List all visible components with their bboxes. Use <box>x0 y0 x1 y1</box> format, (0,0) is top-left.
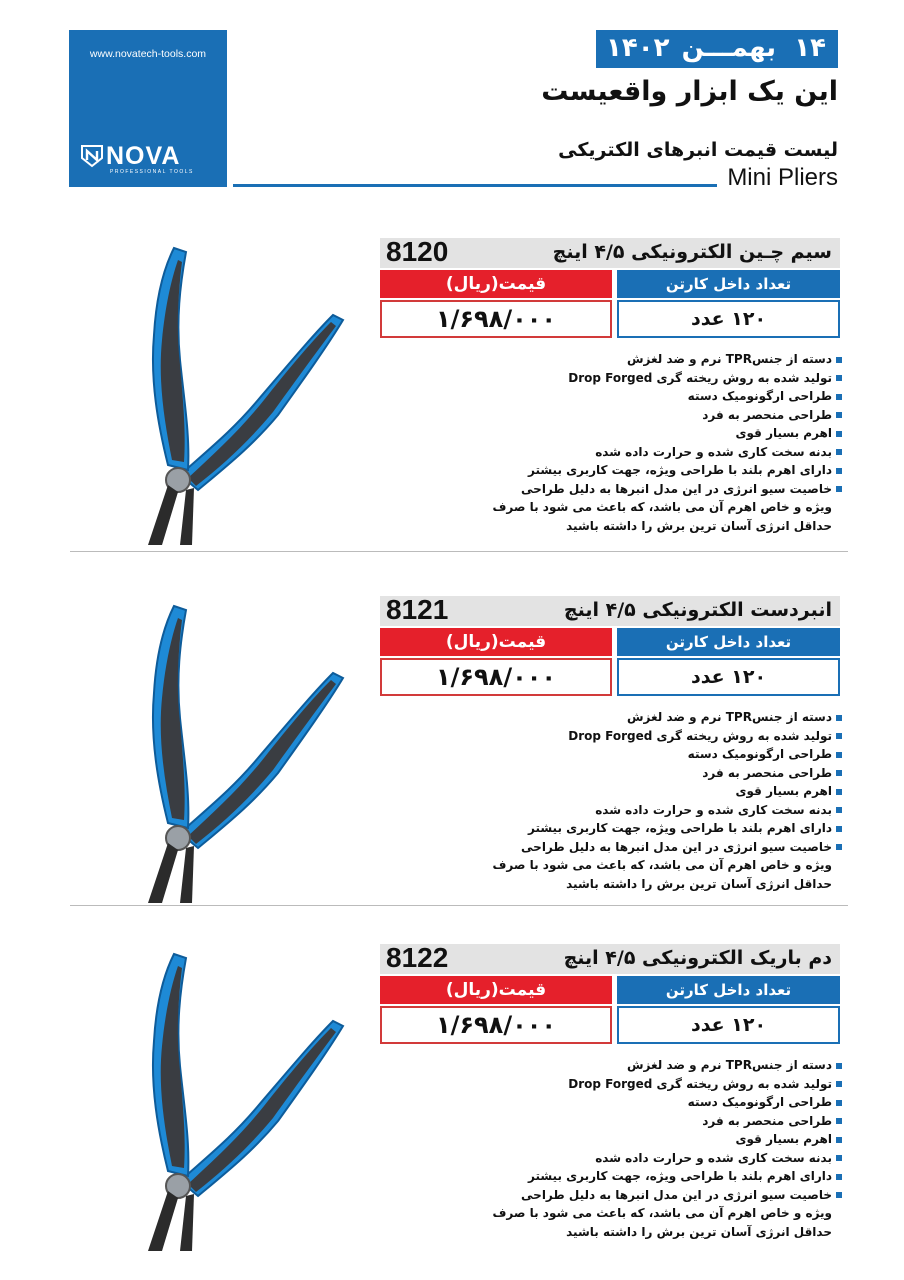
square-bullet-icon <box>836 1063 842 1069</box>
list-title: لیست قیمت انبرهای الکتریکی <box>558 139 838 161</box>
feature-text: بدنه سخت کاری شده و حرارت داده شده <box>595 1150 832 1165</box>
feature-item <box>502 1130 842 1149</box>
feature-text: طراحی منحصر به فرد <box>702 407 832 422</box>
feature-item <box>502 369 842 388</box>
feature-text: اهرم بسیار قوی <box>735 784 832 798</box>
feature-list <box>492 1056 842 1241</box>
feature-text: بدنه سخت کاری شده و حرارت داده شده <box>595 802 832 817</box>
feature-item <box>502 819 842 838</box>
feature-item <box>502 708 842 727</box>
square-bullet-icon <box>836 486 842 492</box>
nova-shield-icon <box>80 144 104 168</box>
product-name: انبردست الکترونیکی ۴/۵ اینچ <box>563 599 832 621</box>
square-bullet-icon <box>836 1155 842 1161</box>
side-cutter-pliers-image <box>128 240 348 550</box>
feature-item <box>502 745 842 764</box>
carton-header: تعداد داخل کارتن <box>617 976 840 1004</box>
product-card <box>0 910 904 1240</box>
feature-item <box>502 424 842 443</box>
feature-text: خاصیت سیو انرژی در این مدل انبرها به دلیل طراحی <box>521 481 832 496</box>
date-banner <box>596 30 838 68</box>
square-bullet-icon <box>836 1081 842 1087</box>
square-bullet-icon <box>836 1118 842 1124</box>
product-name: دم باریک الکترونیکی ۴/۵ اینچ <box>563 947 832 969</box>
square-bullet-icon <box>836 431 842 437</box>
feature-item <box>502 727 842 746</box>
feature-text: دسته از جنسTPR نرم و ضد لغزش <box>626 710 832 724</box>
square-bullet-icon <box>836 468 842 474</box>
feature-text: دارای اهرم بلند با طراحی ویژه، جهت کاربری بیشتر <box>527 821 832 835</box>
square-bullet-icon <box>836 844 842 850</box>
date-month: بهمـــن <box>681 33 776 63</box>
feature-text: تولید شده به روش ریخته گری Drop Forged <box>568 370 832 385</box>
feature-text: اهرم بسیار قوی <box>735 1132 832 1146</box>
square-bullet-icon <box>836 733 842 739</box>
product-name-bar <box>380 238 840 268</box>
date-year: ۱۴۰۲ <box>606 33 670 63</box>
feature-list <box>492 350 842 535</box>
square-bullet-icon <box>836 449 842 455</box>
product-name-bar <box>380 596 840 626</box>
list-subtitle: Mini Pliers <box>727 164 838 191</box>
product-name-bar <box>380 944 840 974</box>
brand-subtitle: PROFESSIONAL TOOLS <box>110 169 194 175</box>
carton-qty-value: ۱۲۰ عدد <box>617 658 840 696</box>
feature-text: دسته از جنسTPR نرم و ضد لغزش <box>626 1058 832 1072</box>
feature-continuation: ویژه و خاص اهرم آن می باشد، که باعث می شود با صرف <box>492 1206 832 1220</box>
product-code: 8121 <box>386 594 449 625</box>
feature-text: دارای اهرم بلند با طراحی ویژه، جهت کاربری بیشتر <box>527 1169 832 1183</box>
feature-item <box>502 1093 842 1112</box>
carton-header: تعداد داخل کارتن <box>617 628 840 656</box>
feature-text: خاصیت سیو انرژی در این مدل انبرها به دلیل طراحی <box>521 1187 832 1202</box>
feature-text: تولید شده به روش ریخته گری Drop Forged <box>568 1076 832 1091</box>
feature-item <box>502 461 842 480</box>
feature-item <box>502 1167 842 1186</box>
tagline: این یک ابزار واقعیست <box>541 76 838 107</box>
feature-text: خاصیت سیو انرژی در این مدل انبرها به دلیل طراحی <box>521 839 832 854</box>
feature-text: اهرم بسیار قوی <box>735 426 832 440</box>
square-bullet-icon <box>836 715 842 721</box>
brand-logo-panel <box>69 30 227 187</box>
header-underline <box>233 184 717 187</box>
date-day: ۱۴ <box>794 33 826 63</box>
feature-item <box>502 480 842 499</box>
price-header: قیمت(ریال) <box>380 270 612 298</box>
feature-item <box>502 1112 842 1131</box>
feature-continuation: ویژه و خاص اهرم آن می باشد، که باعث می شود با صرف <box>492 858 832 872</box>
price-header: قیمت(ریال) <box>380 628 612 656</box>
feature-item <box>502 801 842 820</box>
feature-item <box>502 838 842 857</box>
feature-item <box>502 350 842 369</box>
feature-item <box>502 1075 842 1094</box>
square-bullet-icon <box>836 357 842 363</box>
nova-logo <box>80 142 216 174</box>
feature-continuation: حداقل انرژی آسان ترین برش را داشته باشید <box>566 518 832 533</box>
product-name: سیم چـین الکترونیکی ۴/۵ اینچ <box>552 241 832 263</box>
product-card <box>0 204 904 534</box>
square-bullet-icon <box>836 1100 842 1106</box>
square-bullet-icon <box>836 412 842 418</box>
price-value: ۱/۶۹۸/۰۰۰ <box>380 300 612 338</box>
square-bullet-icon <box>836 789 842 795</box>
feature-continuation: ویژه و خاص اهرم آن می باشد، که باعث می شود با صرف <box>492 500 832 514</box>
feature-item <box>502 782 842 801</box>
square-bullet-icon <box>836 826 842 832</box>
carton-qty-value: ۱۲۰ عدد <box>617 300 840 338</box>
square-bullet-icon <box>836 770 842 776</box>
website-url[interactable]: www.novatech-tools.com <box>89 48 207 60</box>
carton-qty-value: ۱۲۰ عدد <box>617 1006 840 1044</box>
combination-pliers-image <box>128 598 348 908</box>
feature-item <box>502 764 842 783</box>
feature-list <box>492 708 842 893</box>
feature-item <box>502 443 842 462</box>
feature-text: تولید شده به روش ریخته گری Drop Forged <box>568 728 832 743</box>
square-bullet-icon <box>836 1192 842 1198</box>
brand-name: NOVA <box>106 142 181 170</box>
feature-item <box>502 406 842 425</box>
section-divider <box>70 905 848 906</box>
feature-text: طراحی ارگونومیک دسته <box>687 747 832 761</box>
feature-text: دارای اهرم بلند با طراحی ویژه، جهت کاربری بیشتر <box>527 463 832 477</box>
product-code: 8120 <box>386 236 449 267</box>
long-nose-pliers-image <box>128 946 348 1256</box>
feature-continuation: حداقل انرژی آسان ترین برش را داشته باشید <box>566 876 832 891</box>
feature-text: طراحی ارگونومیک دسته <box>687 1095 832 1109</box>
feature-text: طراحی منحصر به فرد <box>702 765 832 780</box>
product-code: 8122 <box>386 942 449 973</box>
carton-header: تعداد داخل کارتن <box>617 270 840 298</box>
feature-text: دسته از جنسTPR نرم و ضد لغزش <box>626 352 832 366</box>
feature-text: طراحی منحصر به فرد <box>702 1113 832 1128</box>
feature-text: بدنه سخت کاری شده و حرارت داده شده <box>595 444 832 459</box>
square-bullet-icon <box>836 1174 842 1180</box>
square-bullet-icon <box>836 752 842 758</box>
price-value: ۱/۶۹۸/۰۰۰ <box>380 658 612 696</box>
feature-continuation: حداقل انرژی آسان ترین برش را داشته باشید <box>566 1224 832 1239</box>
square-bullet-icon <box>836 807 842 813</box>
product-card <box>0 562 904 892</box>
square-bullet-icon <box>836 375 842 381</box>
square-bullet-icon <box>836 1137 842 1143</box>
feature-item <box>502 1149 842 1168</box>
feature-text: طراحی ارگونومیک دسته <box>687 389 832 403</box>
feature-item <box>502 1056 842 1075</box>
price-header: قیمت(ریال) <box>380 976 612 1004</box>
square-bullet-icon <box>836 394 842 400</box>
section-divider <box>70 551 848 552</box>
price-value: ۱/۶۹۸/۰۰۰ <box>380 1006 612 1044</box>
feature-item <box>502 1186 842 1205</box>
feature-item <box>502 387 842 406</box>
